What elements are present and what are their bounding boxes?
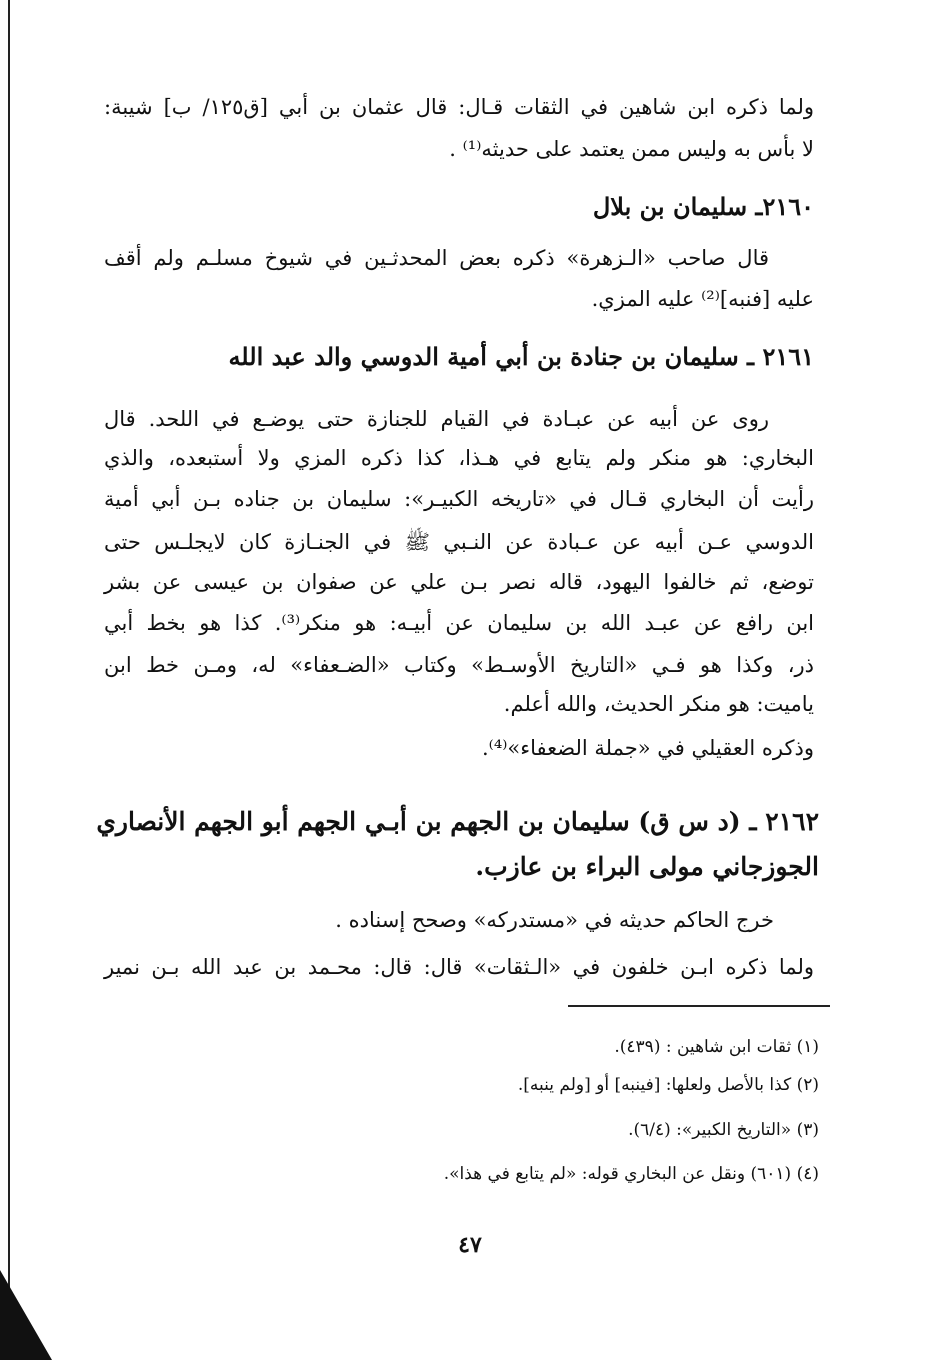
text-line: ياميت: هو منكر الحديث، والله أعلم.: [503, 692, 814, 716]
text-line: قال صاحب «الـزهرة» ذكره بعض المحدثـين في شيوخ مسلـم ولم أقف: [104, 246, 769, 270]
text-line: البخاري: هو منكر ولم يتابع في هـذا، كذا ذكره المزي ولا أستبعده، والذي: [104, 446, 814, 470]
page-corner-shadow: [0, 1270, 52, 1360]
text-line: وذكره العقيلي في «جملة الضعفاء»⁽⁴⁾.: [481, 736, 814, 760]
text-line: رأيت أن البخاري قـال في «تاريخه الكبيـر»: سليمان بن جناده بـن أبي أمية: [104, 487, 814, 511]
text-line: خرج الحاكم حديثه في «مستدركه» وصحح إسناده .: [335, 908, 774, 932]
text-line: ابن رافع عن عبـد الله بن سليمان عن أبيـه: هو منكر⁽³⁾. كذا هو بخط أبي: [104, 611, 814, 635]
text-line: روى عن أبيه عن عبـادة في القيام للجنازة حتى يوضـع في اللحد. قال: [104, 407, 769, 431]
entry-heading: ٢١٦١ ـ سليمان بن جنادة بن أبي أمية الدوسي والد عبد الله: [228, 342, 814, 371]
page-edge-line: [8, 0, 10, 1300]
entry-heading: ٢١٦٢ ـ (د س ق) سليمان بن الجهم بن أبـي الجهم أبو الجهم الأنصاري: [96, 807, 819, 836]
text-line: توضع، ثم خالفوا اليهود، قاله نصر بـن علي عن صفوان بن عيسى عن بشر: [104, 570, 814, 594]
footnote: (١) ثقات ابن شاهين : (٤٣٩).: [614, 1037, 819, 1057]
footnote: (٤) (٦٠١) ونقل عن البخاري قوله: «لم يتابع في هذا».: [443, 1164, 819, 1184]
entry-heading: ٢١٦٠ـ سليمان بن بلال: [592, 192, 814, 221]
footnote-divider: [568, 1005, 830, 1007]
text-line: عليه [فنبه]⁽²⁾ عليه المزي.: [591, 287, 814, 311]
footnote: (٢) كذا بالأصل ولعلها: [فينبه] أو [ولم ينبه].: [517, 1075, 819, 1095]
text-line: ولما ذكره ابـن خلفون في «الـثقات» قال: قال: محـمد بن عبد الله بـن نمير: [104, 955, 814, 979]
text-line: ذر، وكذا هو فـي «التاريخ الأوسـط» وكتاب «الضـعفاء» له، ومـن خط ابن: [104, 653, 814, 677]
entry-heading-continued: الجوزجاني مولى البراء بن عازب.: [475, 852, 819, 881]
text-line: لا بأس به وليس ممن يعتمد على حديثه⁽¹⁾ .: [449, 137, 814, 161]
text-line: ولما ذكره ابن شاهين في الثقات قـال: قال عثمان بن أبي [ق١٢٥/ ب] شيبة:: [104, 95, 814, 119]
page-number: ٤٧: [458, 1232, 482, 1258]
footnote: (٣) «التاريخ الكبير»: (٦/٤).: [628, 1120, 819, 1140]
text-line: الدوسي عـن أبيه عن عـبادة عن النـبي ﷺ في الجنـازة كان لايجلـس حتى: [104, 530, 814, 554]
